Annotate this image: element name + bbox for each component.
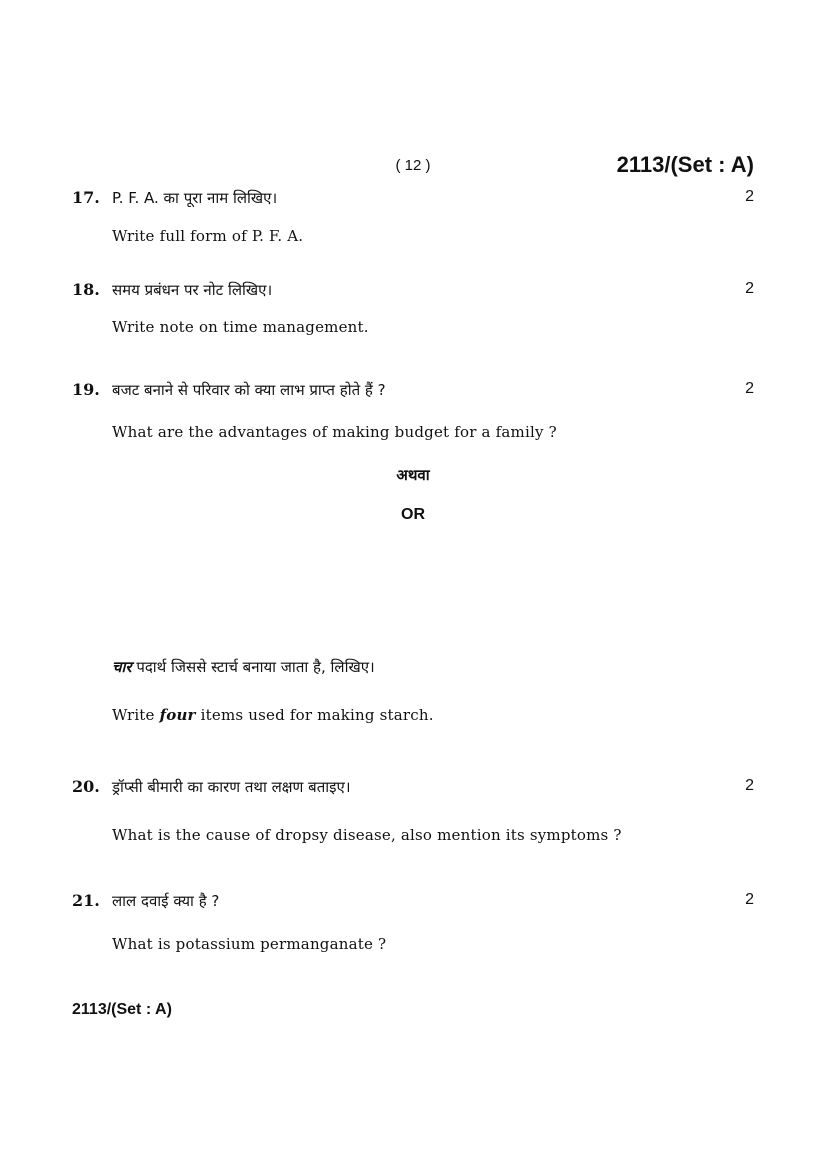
- question-number: 19.: [72, 380, 100, 399]
- alternative-text: items used for making starch.: [195, 706, 434, 724]
- question-text-hindi: लाल दवाई क्या है ?: [112, 892, 220, 910]
- or-divider-english: OR: [401, 506, 425, 523]
- question-marks: 2: [745, 188, 754, 205]
- question-number: 17.: [72, 188, 100, 207]
- question-marks: 2: [745, 891, 754, 908]
- question-number: 18.: [72, 280, 100, 299]
- question-text-hindi: समय प्रबंधन पर नोट लिखिए।: [112, 281, 273, 299]
- question-number: 20.: [72, 777, 100, 796]
- footer-set-code: 2113/(Set : A): [72, 1001, 172, 1018]
- alternative-text: Write: [112, 706, 160, 724]
- emphasis-text: चार: [112, 658, 132, 676]
- question-text-hindi: P. F. A. का पूरा नाम लिखिए।: [112, 189, 278, 207]
- question-number: 21.: [72, 891, 100, 910]
- page-number: ( 12 ): [395, 157, 431, 174]
- question-marks: 2: [745, 380, 754, 397]
- question-marks: 2: [745, 777, 754, 794]
- question-text-english: Write full form of P. F. A.: [112, 227, 304, 245]
- question-text-english: Write note on time management.: [112, 318, 369, 336]
- header-set-code: 2113/(Set : A): [616, 152, 754, 177]
- question-text-english: What are the advantages of making budget for a family ?: [112, 423, 557, 441]
- emphasis-text: four: [159, 706, 196, 724]
- alternative-question-hindi: [112, 657, 375, 677]
- question-text-hindi: बजट बनाने से परिवार को क्या लाभ प्राप्त होते हैं ?: [112, 381, 386, 399]
- or-divider-hindi: अथवा: [396, 466, 430, 484]
- question-text-english: What is the cause of dropsy disease, also mention its symptoms ?: [112, 826, 622, 844]
- question-text-english: What is potassium permanganate ?: [112, 935, 387, 953]
- question-marks: 2: [745, 280, 754, 297]
- alternative-question-english: [112, 706, 434, 724]
- question-text-hindi: ड्रॉप्सी बीमारी का कारण तथा लक्षण बताइए।: [112, 778, 351, 796]
- alternative-text: पदार्थ जिससे स्टार्च बनाया जाता है, लिखिए।: [131, 658, 375, 676]
